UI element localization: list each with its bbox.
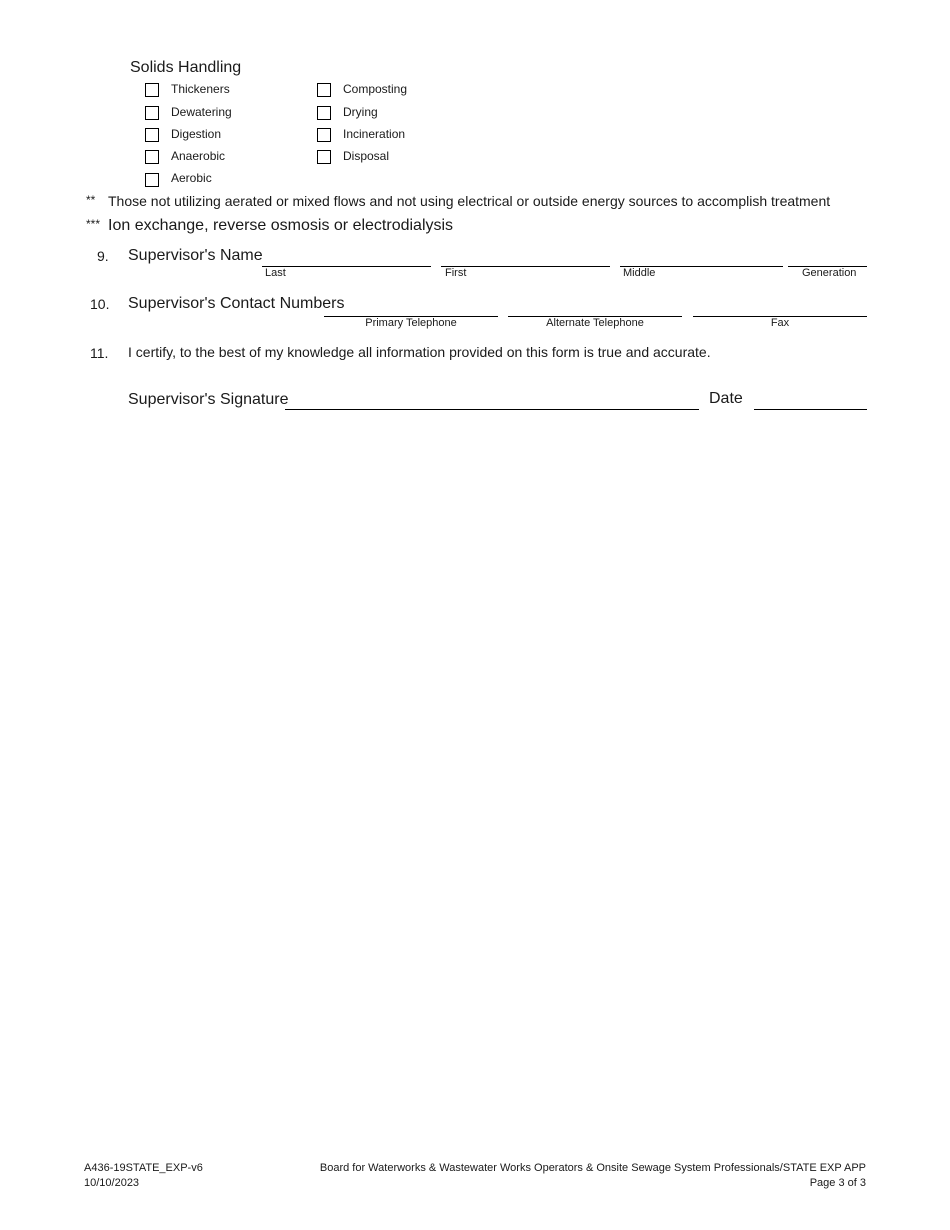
field-caption: First [445,267,467,279]
note-text: Those not utilizing aerated or mixed flows and not using electrical or outside energy sources to accomplish treatment [108,193,831,209]
last-name-field[interactable] [262,266,431,267]
note-text: Ion exchange, reverse osmosis or electrodialysis [108,217,454,234]
form-code: A436-19STATE_EXP-v6 [84,1162,203,1174]
checkbox-label: Thickeners [171,82,230,96]
supervisor-signature-label: Supervisor's Signature [128,391,289,408]
checkbox-label: Drying [343,105,378,119]
field-caption: Generation [802,267,857,279]
checkbox-composting[interactable] [317,83,331,97]
checkbox-label: Disposal [343,149,390,163]
checkbox-incineration[interactable] [317,128,331,142]
form-date: 10/10/2023 [84,1177,140,1189]
date-field[interactable] [754,409,867,410]
field-caption: Alternate Telephone [546,317,644,329]
field-caption: Primary Telephone [365,317,457,329]
checkbox-anaerobic[interactable] [145,150,159,164]
checkbox-label: Digestion [171,127,222,141]
signature-field[interactable] [285,409,699,410]
checkbox-disposal[interactable] [317,150,331,164]
certification-statement: I certify, to the best of my knowledge all information provided on this form is true and accurate. [128,344,711,360]
contact-numbers-label: Supervisor's Contact Numbers [128,295,345,312]
field-caption: Middle [623,267,656,279]
question-number: 10. [90,296,110,312]
date-label: Date [709,390,743,407]
checkbox-digestion[interactable] [145,128,159,142]
checkbox-label: Aerobic [171,171,212,185]
checkbox-label: Dewatering [171,105,232,119]
note-marker: *** [86,217,101,231]
board-name: Board for Waterworks & Wastewater Works Operators & Onsite Sewage System Professionals/STATE EXP APP [319,1162,866,1174]
checkbox-label: Incineration [343,127,406,141]
checkbox-drying[interactable] [317,106,331,120]
checkbox-label: Anaerobic [171,149,226,163]
supervisor-name-label: Supervisor's Name [128,247,263,264]
checkbox-dewatering[interactable] [145,106,159,120]
checkbox-thickeners[interactable] [145,83,159,97]
note-marker: ** [86,193,96,207]
checkbox-aerobic[interactable] [145,173,159,187]
field-caption: Fax [770,317,790,329]
page-number: Page 3 of 3 [809,1177,866,1189]
checkbox-label: Composting [343,82,408,96]
solids-handling-heading: Solids Handling [130,59,242,76]
field-caption: Last [265,267,286,279]
question-number: 9. [97,248,109,264]
question-number: 11. [90,345,109,361]
